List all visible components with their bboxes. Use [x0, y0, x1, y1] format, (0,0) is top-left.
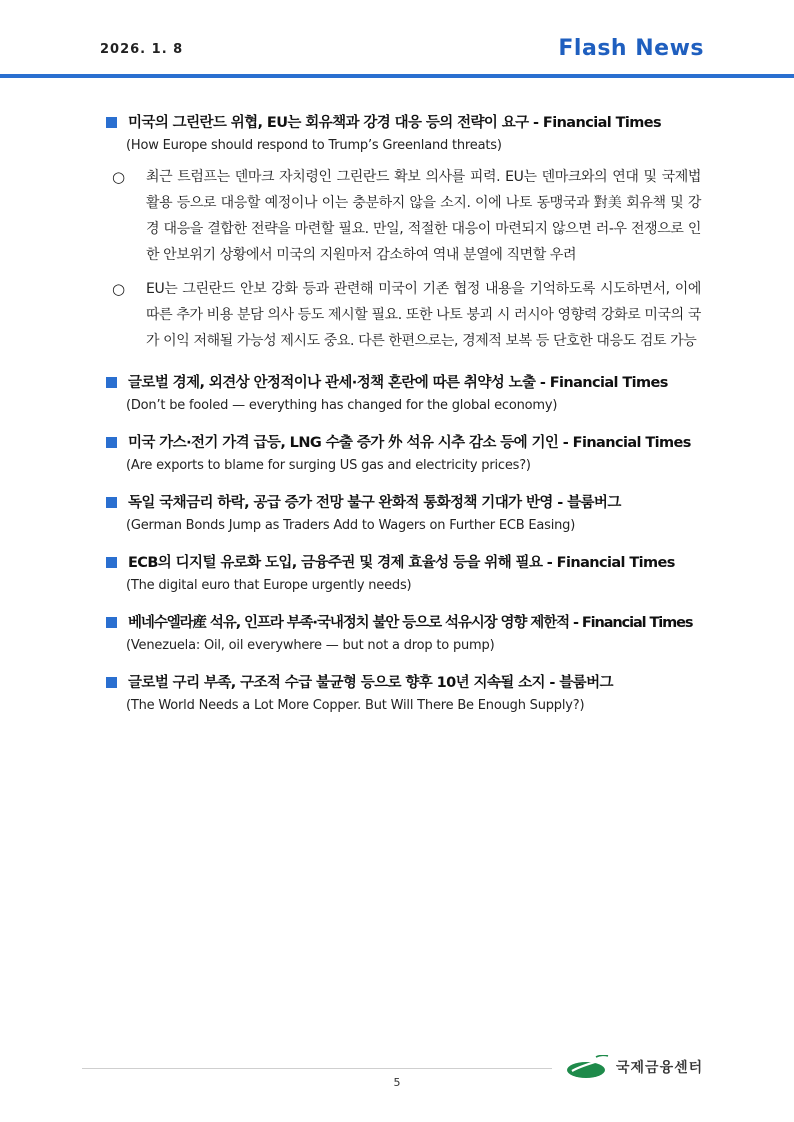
news-item-title [106, 492, 706, 514]
header-divider [0, 74, 794, 78]
news-item-title-text: 글로벌 구리 부족, 구조적 수급 불균형 등으로 향후 10년 지속될 소지 - 블룸버그 [128, 675, 613, 691]
blue-square-bullet-icon [106, 677, 117, 688]
page-number: 5 [393, 1076, 401, 1089]
news-item-title [106, 372, 706, 394]
news-item-detail-text: EU는 그린란드 안보 강화 등과 관련해 미국이 기존 협정 내용을 기억하도록 시도하면서, 이에 따른 추가 비용 분담 의사 등도 제시할 필요. 또한 나토 붕괴 시 러시아 영향력 강화로 미국의 국가 이익 저해될 가능성 제시도 중요. 다른 한편으로는, 경제적 보복 등 단호한 대응도 검토 가능 [146, 281, 701, 349]
news-item-title-text: 베네수엘라産 석유, 인프라 부족·국내정치 불안 등으로 석유시장 영향 제한적 - Financial Times [128, 615, 693, 631]
kcif-logo-mark-icon [566, 1055, 610, 1079]
news-item-title-text: 독일 국채금리 하락, 공급 증가 전망 불구 완화적 통화정책 기대가 반영 - 블룸버그 [128, 495, 621, 511]
hollow-circle-bullet-icon: ○ [112, 168, 125, 186]
page-header [0, 0, 794, 80]
news-item-subtitle: (Venezuela: Oil, oil everywhere — but not a drop to pump) [126, 638, 495, 653]
news-list [106, 112, 706, 732]
news-item-subtitle: (German Bonds Jump as Traders Add to Wagers on Further ECB Easing) [126, 518, 576, 533]
news-item [106, 612, 706, 658]
news-item-title-text: 미국의 그린란드 위협, EU는 회유책과 강경 대응 등의 전략이 요구 - Financial Times [128, 115, 662, 131]
report-title: Flash News [558, 36, 704, 61]
news-item-title-text: 미국 가스·전기 가격 급등, LNG 수출 증가 外 석유 시추 감소 등에 기인 - Financial Times [128, 435, 691, 451]
news-item [106, 372, 706, 418]
news-item-subtitle: (The World Needs a Lot More Copper. But Will There Be Enough Supply?) [126, 698, 585, 713]
report-date: 2026. 1. 8 [100, 42, 184, 57]
blue-square-bullet-icon [106, 117, 117, 128]
news-item [106, 552, 706, 598]
blue-square-bullet-icon [106, 437, 117, 448]
kcif-logo [566, 1052, 703, 1082]
news-item [106, 492, 706, 538]
news-item [106, 672, 706, 718]
blue-square-bullet-icon [106, 497, 117, 508]
blue-square-bullet-icon [106, 377, 117, 388]
news-item-detail-text: 최근 트럼프는 덴마크 자치령인 그린란드 확보 의사를 피력. EU는 덴마크와의 연대 및 국제법 활용 등으로 대응할 예정이나 이는 충분하지 않을 소지. 이에 나토 동맹국과 對美 회유책 및 강경 대응을 결합한 전략을 마련할 필요. 만일, 적절한 대응이 마련되지 않으면 러-우 전쟁으로 인한 안보위기 상황에서 미국의 지원마저 감소하여 역내 분열에 직면할 우려 [146, 169, 701, 263]
blue-square-bullet-icon [106, 617, 117, 628]
news-item-subtitle: (The digital euro that Europe urgently needs) [126, 578, 412, 593]
news-item-title [106, 672, 706, 694]
news-item-title [106, 432, 706, 454]
news-item-subtitle: (Don’t be fooled — everything has changed for the global economy) [126, 398, 558, 413]
footer-divider [82, 1068, 552, 1069]
news-item-subtitle: (How Europe should respond to Trump’s Greenland threats) [126, 138, 502, 153]
news-item [106, 432, 706, 478]
kcif-logo-text: 국제금융센터 [616, 1060, 704, 1076]
news-item-title [106, 612, 706, 634]
news-item [106, 112, 706, 354]
news-item-title-text: ECB의 디지털 유로화 도입, 금융주권 및 경제 효율성 등을 위해 필요 - Financial Times [128, 555, 675, 571]
hollow-circle-bullet-icon: ○ [112, 280, 125, 298]
news-item-detail [106, 276, 701, 354]
news-item-subtitle: (Are exports to blame for surging US gas and electricity prices?) [126, 458, 531, 473]
news-item-title [106, 112, 706, 134]
news-item-detail [106, 164, 701, 268]
news-item-title [106, 552, 706, 574]
blue-square-bullet-icon [106, 557, 117, 568]
news-item-title-text: 글로벌 경제, 외견상 안정적이나 관세·정책 혼란에 따른 취약성 노출 - Financial Times [128, 375, 668, 391]
